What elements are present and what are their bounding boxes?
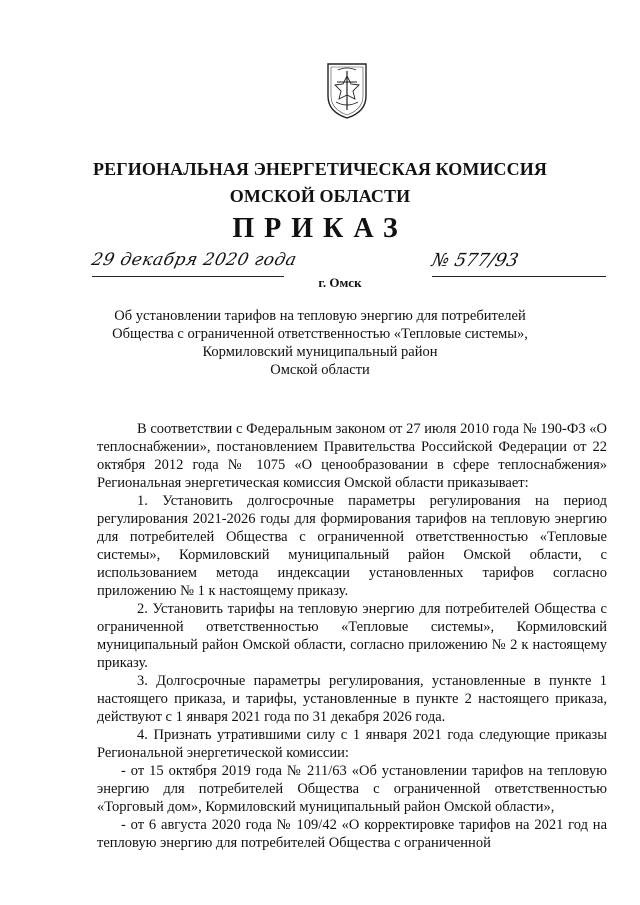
preamble-paragraph: В соответствии с Федеральным законом от 27 июля 2010 года № 190-ФЗ «О теплоснабжении», постановлением Правительства Российской Федерации от 22 октября 2012 года № 1075 «О ценообразовании в сфере теплоснабжения» Региональная энергетическая комиссия Омской области приказывает: xyxy=(97,421,607,491)
organization-name xyxy=(0,156,640,210)
clause-2: 2. Установить тарифы на тепловую энергию для потребителей Общества с ограниченной ответственностью «Тепловые системы», Кормиловский муниципальный район Омской области, согласно приложению № 2 к настоящему приказу. xyxy=(97,601,607,671)
org-line-2: ОМСКОЙ ОБЛАСТИ xyxy=(229,186,411,206)
date-underline xyxy=(92,276,284,277)
clause-4: 4. Признать утратившими силу с 1 января 2021 года следующие приказы Региональной энергетической комиссии: xyxy=(97,727,607,761)
document-type-title: ПРИКАЗ xyxy=(232,213,408,244)
subject-line: Общества с ограниченной ответственностью «Тепловые системы», xyxy=(112,326,528,342)
order-subject xyxy=(80,307,560,379)
clause-3: 3. Долгосрочные параметры регулирования, установленные в пункте 1 настоящего приказа, и тарифы, установленные в пункте 2 настоящего приказа, действуют с 1 января 2021 года по 31 декабря 2026 года. xyxy=(97,673,607,725)
order-body xyxy=(97,420,607,852)
subject-line: Об установлении тарифов на тепловую энергию для потребителей xyxy=(114,308,526,324)
clause-1: 1. Установить долгосрочные параметры регулирования на период регулирования 2021-2026 годы для формирования тарифов на тепловую энергию для потребителей Общества с ограниченной ответственностью «Тепловые системы», Кормиловский муниципальный район Омской области, с использованием метода индексации установленных тарифов согласно приложению № 1 к настоящему приказу. xyxy=(97,493,607,599)
city-label: г. Омск xyxy=(318,275,362,290)
subject-line: Омской области xyxy=(270,362,370,378)
handwritten-date: 29 декабря 2020 года xyxy=(89,250,299,270)
clause-4-item: - от 15 октября 2019 года № 211/63 «Об установлении тарифов на тепловую энергию для потребителей Общества с ограниченной ответственностью «Торговый дом», Кормиловский муниципальный район Омской области», xyxy=(97,763,607,815)
org-line-1: РЕГИОНАЛЬНАЯ ЭНЕРГЕТИЧЕСКАЯ КОМИССИЯ xyxy=(93,159,547,179)
number-underline xyxy=(432,276,606,277)
clause-4-item: - от 6 августа 2020 года № 109/42 «О корректировке тарифов на 2021 год на тепловую энергию для потребителей Общества с ограниченной xyxy=(97,817,607,851)
handwritten-order-number: № 577/93 xyxy=(429,250,521,271)
subject-line: Кормиловский муниципальный район xyxy=(202,344,438,360)
coat-of-arms-emblem xyxy=(326,62,368,120)
